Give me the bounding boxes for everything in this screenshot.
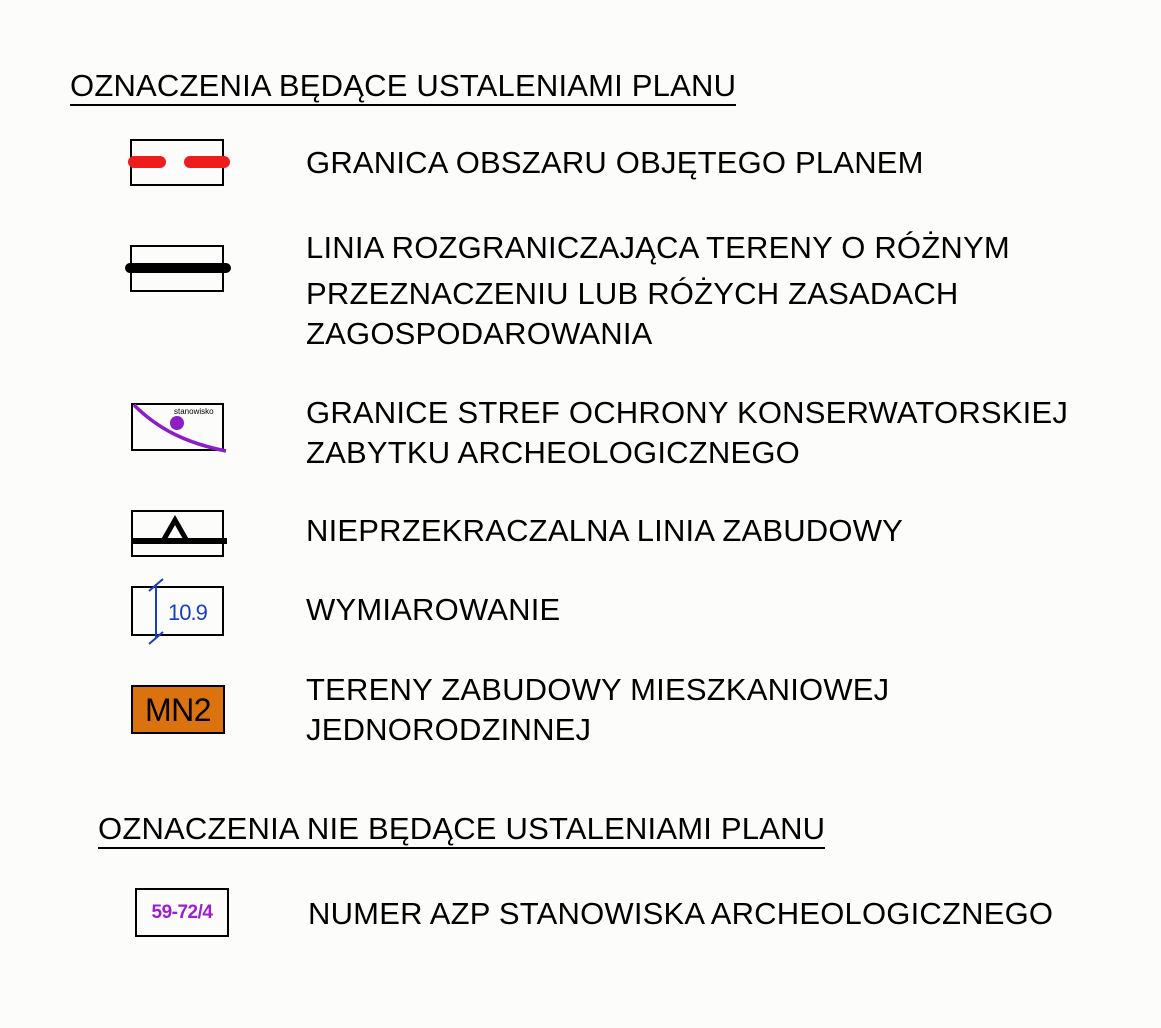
section-heading-non-planning-designations: OZNACZENIA NIE BĘDĄCE USTALENIAMI PLANU (98, 812, 825, 849)
section-heading-planning-designations: OZNACZENIA BĘDĄCE USTALENIAMI PLANU (70, 69, 736, 106)
legend-label-residential-area: TERENY ZABUDOWY MIESZKANIOWEJ JEDNORODZINNEJ (306, 672, 890, 747)
azp-number-text: 59-72/4 (151, 901, 213, 923)
legend-label-azp-number: NUMER AZP STANOWISKA ARCHEOLOGICZNEGO (308, 896, 1054, 931)
dimension-value-text: 10.9 (168, 600, 207, 625)
building-line-triangle-icon (129, 510, 229, 560)
thick-black-line-icon (126, 245, 232, 295)
legend-label-dimensioning: WYMIAROWANIE (306, 592, 561, 627)
red-dashed-line-icon (128, 139, 232, 187)
dimension-icon (130, 582, 228, 642)
stanowisko-text: stanowisko (174, 407, 214, 416)
legend-label-dividing-line: LINIA ROZGRANICZAJĄCA TERENY O RÓŻNYM PRZEZNACZENIU LUB RÓŻYCH ZASADACH ZAGOSPODAROWANIA (306, 230, 1010, 351)
legend-label-archaeological-zone: GRANICE STREF OCHRONY KONSERWATORSKIEJ ZABYTKU ARCHEOLOGICZNEGO (306, 395, 1069, 470)
legend-label-building-line: NIEPRZEKRACZALNA LINIA ZABUDOWY (306, 513, 904, 548)
azp-number-icon (135, 888, 229, 937)
mn2-symbol-text: MN2 (144, 691, 212, 728)
legend-label-plan-boundary: GRANICA OBSZARU OBJĘTEGO PLANEM (306, 145, 924, 180)
mn2-fill-icon (131, 685, 225, 734)
purple-curve-icon (130, 403, 230, 455)
